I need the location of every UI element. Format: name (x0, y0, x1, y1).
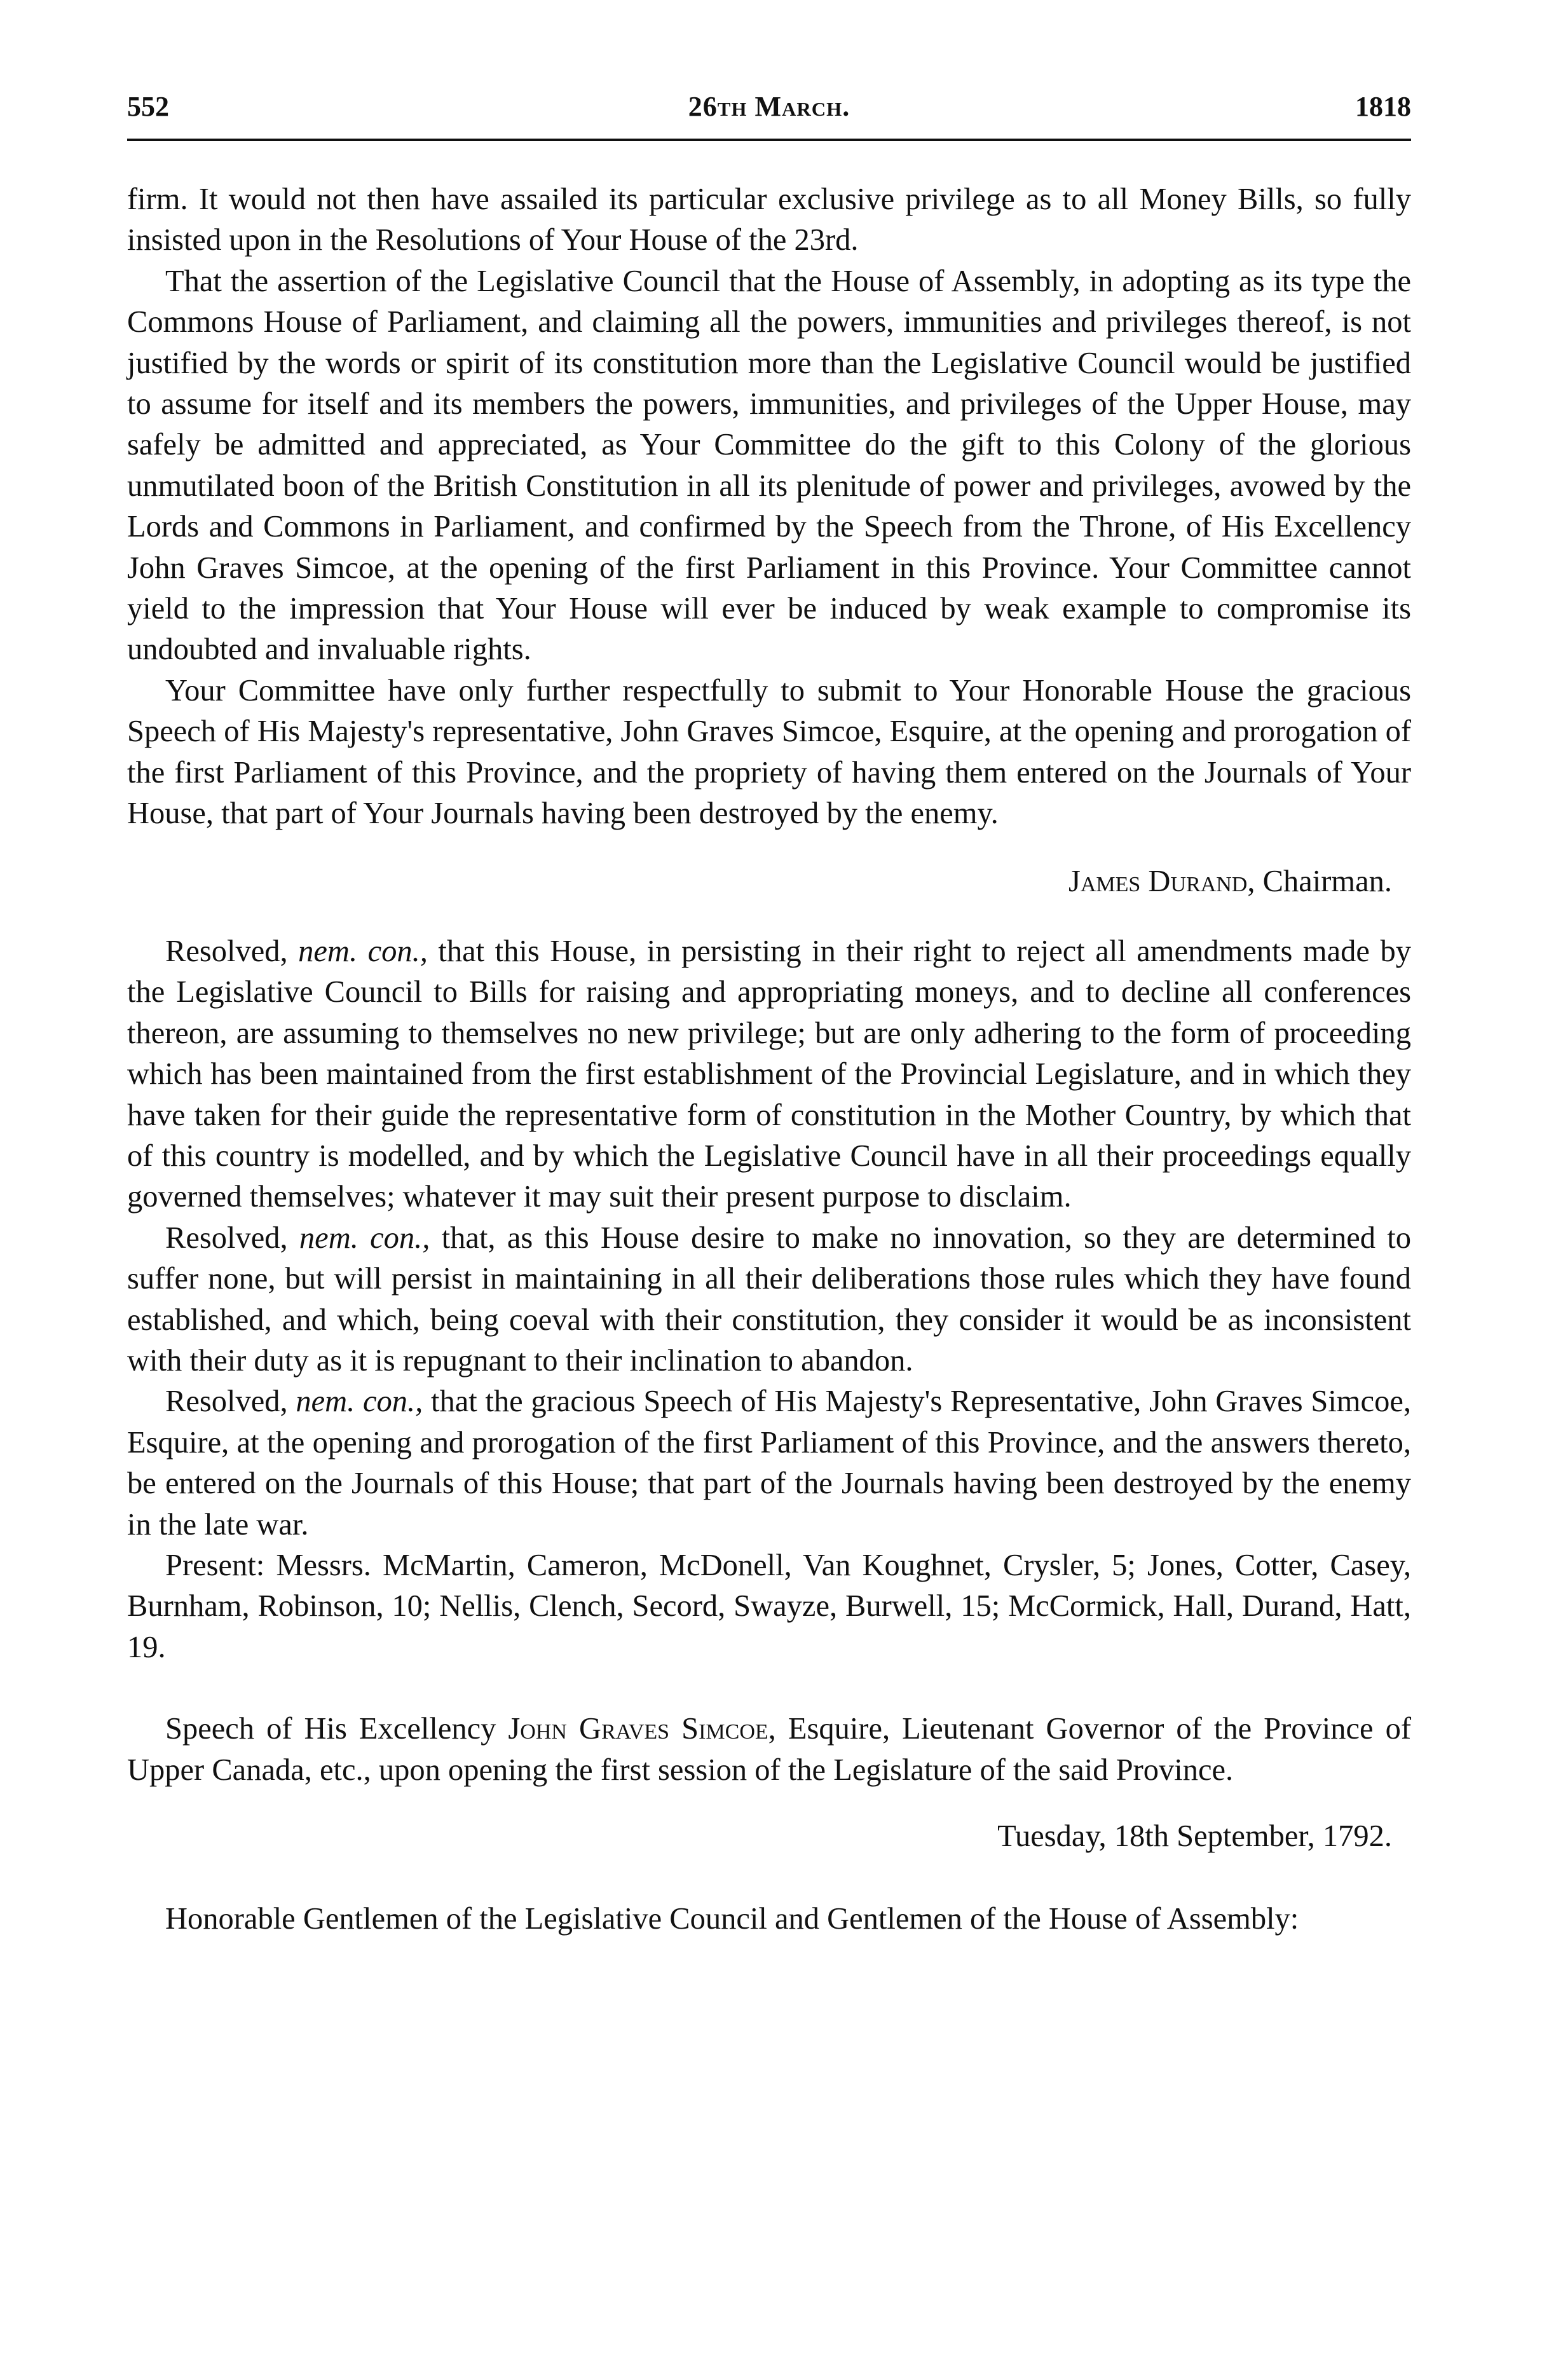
running-header (127, 83, 1411, 133)
resolution-3 (127, 1381, 1411, 1545)
resolved-label: Resolved, (165, 1221, 299, 1255)
speech-date: Tuesday, 18th September, 1792. (997, 1819, 1392, 1854)
resolution-2 (127, 1218, 1411, 1382)
body-text (127, 179, 1411, 1940)
signature-name: James Durand, (1068, 864, 1255, 898)
page-number: 552 (127, 91, 169, 122)
speech-before: Speech of His Excellency (165, 1712, 508, 1746)
header-rule (127, 139, 1411, 141)
speech-name: John Graves Simcoe, (508, 1712, 776, 1746)
resolution-1-text: that this House, in persisting in their right to reject all amendments made by the Legislative Council to Bills for raising and appropriating moneys, and to decline all conferences thereon, are assuming to themselves no new privilege; but are only adhering to the form of proceeding which has been maintained from the first establishment of the Provincial Legislature, and in which they have taken for their guide the representative form of constitution in the Mother Country, by which that of this country is modelled, and by which the Legislative Council have in all their proceedings equally governed themselves; whatever it may suit their present purpose to disclaim. (127, 934, 1411, 1214)
document-page (127, 83, 1411, 2346)
resolved-label: Resolved, (165, 1385, 296, 1419)
paragraph-firm: firm. It would not then have assailed its particular exclusive privilege as to all Money Bills, so fully insisted upon in the Resolutions of Your House of the 23rd. (127, 182, 1411, 257)
resolution-2-text: that, as this House desire to make no innovation, so they are determined to suffer none, but will persist in maintaining in all their deliberations those rules which they have found established, and which, being coeval with their constitution, they consider it would be as inconsistent with their duty as it is repugnant to their inclination to abandon. (127, 1221, 1411, 1378)
resolution-1 (127, 931, 1411, 1218)
header-year: 1818 (1355, 91, 1411, 122)
paragraph-committee-submit: Your Committee have only further respectfully to submit to Your Honorable House the gracious Speech of His Majesty's representative, John Graves Simcoe, Esquire, at the opening and prorogation of the first Parliament of this Province, and the propriety of having them entered on the Journals of Your House, that part of Your Journals having been destroyed by the enemy. (127, 673, 1411, 831)
nem-con: nem. con., (298, 934, 428, 968)
present-list: Present: Messrs. McMartin, Cameron, McDonell, Van Koughnet, Crysler, 5; Jones, Cotter, Casey, Burnham, Robinson, 10; Nellis, Clench, Secord, Swayze, Burwell, 15; McCormick, Hall, Durand, Hatt, 19. (127, 1549, 1411, 1664)
speech-heading (127, 1709, 1411, 1791)
resolved-label: Resolved, (165, 934, 299, 968)
speech-address: Honorable Gentlemen of the Legislative Council and Gentlemen of the House of Assembly: (165, 1902, 1299, 1936)
nem-con: nem. con., (299, 1221, 430, 1255)
speech-after: Esquire, Lieutenant Governor of the Province of Upper Canada, etc., upon opening the first session of the Legislature of the said Province. (127, 1712, 1412, 1787)
running-title: 26th March. (688, 91, 850, 122)
paragraph-assertion: That the assertion of the Legislative Council that the House of Assembly, in adopting as its type the Commons House of Parliament, and claiming all the powers, immunities and privileges thereof, is not justified by the words or spirit of its constitution more than the Legislative Council would be justified to assume for itself and its members the powers, immunities, and privileges of the Upper House, may safely be admitted and appreciated, as Your Committee do the gift to this Colony of the glorious unmutilated boon of the British Constitution in all its plenitude of power and privileges, avowed by the Lords and Commons in Parliament, and confirmed by the Speech from the Throne, of His Excellency John Graves Simcoe, at the opening of the first Parliament in this Province. Your Committee cannot yield to the impression that Your House will ever be induced by weak example to compromise its undoubted and invaluable rights. (127, 264, 1411, 667)
signature-role: Chairman. (1255, 864, 1392, 898)
nem-con: nem. con., (296, 1385, 423, 1419)
resolution-3-text: that the gracious Speech of His Majesty's Representative, John Graves Simcoe, Esquire, at the opening and prorogation of the first Parliament of this Province, and the answers thereto, be entered on the Journals of this House; that part of the Journals having been destroyed by the enemy in the late war. (127, 1385, 1411, 1542)
chairman-signature (127, 861, 1411, 902)
